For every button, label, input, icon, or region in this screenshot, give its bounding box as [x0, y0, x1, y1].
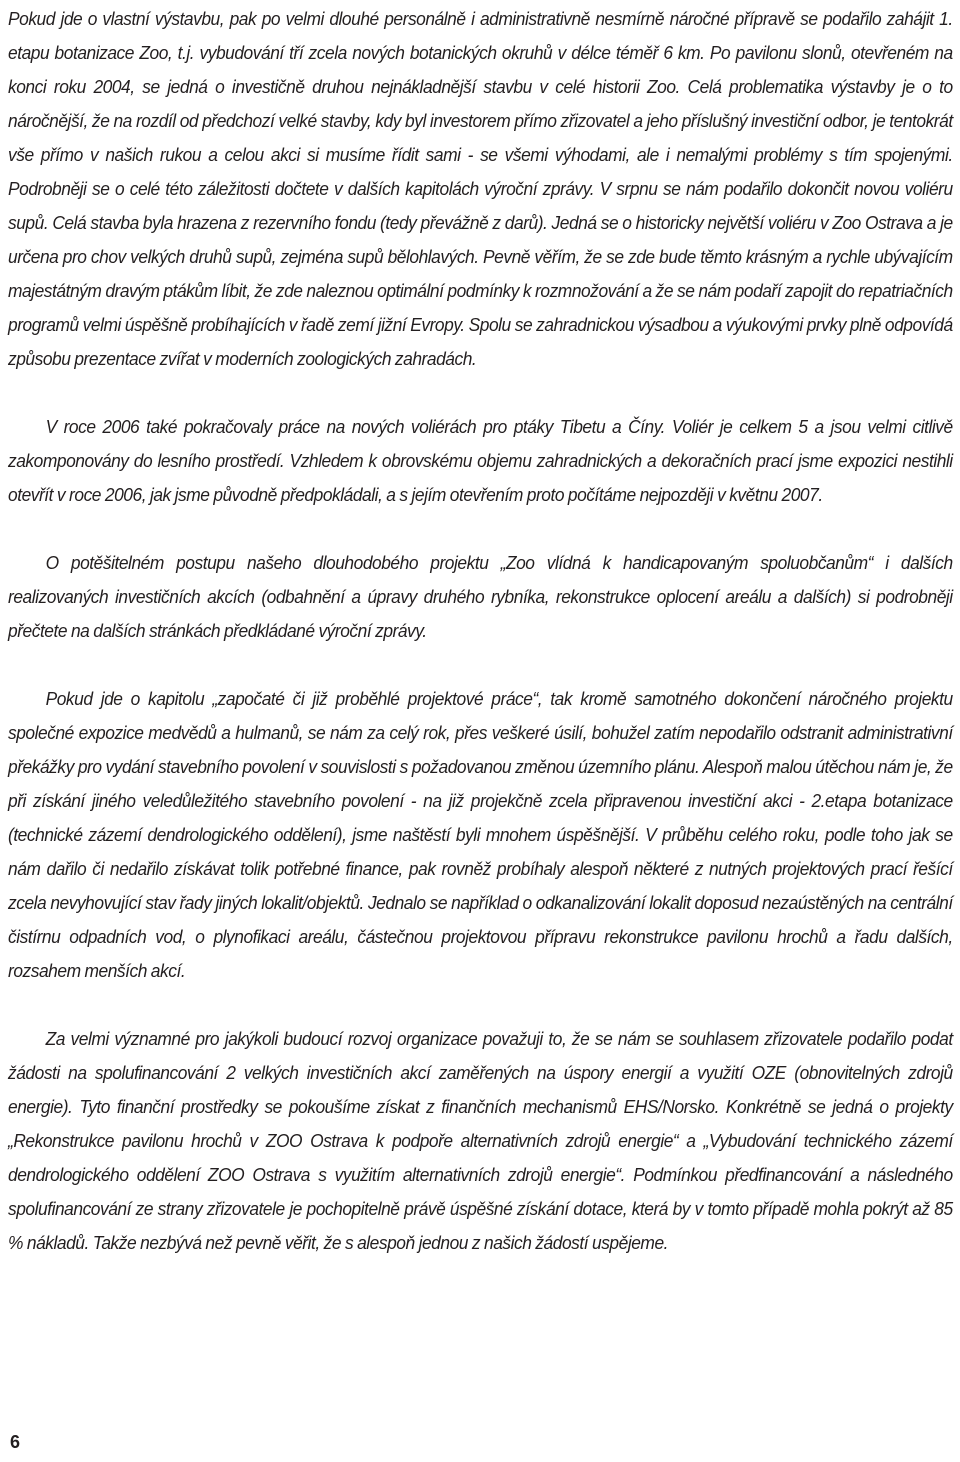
paragraph-gap — [8, 648, 953, 682]
paragraph-gap — [8, 988, 953, 1022]
document-page — [8, 0, 953, 1462]
paragraph-funding: Za velmi významné pro jakýkoli budoucí rozvoj organizace považuji to, že se nám se souhlasem zřizovatele podařilo podat žádosti na spolufinancování 2 velkých investičních akcí zaměřených na úspory energií a využití OZE (obnovitelných zdrojů energie). Tyto finanční prostředky se pokoušíme získat z finančních mechanismů EHS/Norsko. Konkrétně se jedná o projekty „Rekonstrukce pavilonu hrochů v ZOO Ostrava k podpoře alternativních zdrojů energie“ a „Vybudování technického zázemí dendrologického oddělení ZOO Ostrava s využitím alternativních zdrojů energie“. Podmínkou předfinancování a následného spolufinancování ze strany zřizovatele je pochopitelně právě úspěšné získání dotace, která by v tomto případě mohla pokrýt až 85 % nákladů. Takže nezbývá než pevně věřit, že s alespoň jednou z našich žádostí uspějeme. — [8, 1028, 953, 1253]
paragraph-aviaries: V roce 2006 také pokračovaly práce na nových voliérách pro ptáky Tibetu a Číny. Voliér je celkem 5 a jsou velmi citlivě zakomponovány do lesního prostředí. Vzhledem k obrovskému objemu zahradnických a dekoračních prací jsme expozici nestihli otevřít v roce 2006, jak jsme původně předpokládali, a s jejím otevřením proto počítáme nejpozději v květnu 2007. — [8, 416, 953, 505]
paragraph-project-progress: O potěšitelném postupu našeho dlouhodobého projektu „Zoo vlídná k handicapovaným spoluobčanům“ i dalších realizovaných investičních akcích (odbahnění a úpravy druhého rybníka, rekonstrukce oplocení areálu a dalších) si podrobněji přečtete na dalších stránkách předkládané výroční zprávy. — [8, 552, 953, 641]
paragraph-gap — [8, 512, 953, 546]
page-body — [8, 2, 953, 1260]
paragraph-construction: Pokud jde o vlastní výstavbu, pak po velmi dlouhé personálně i administrativně nesmírně náročné přípravě se podařilo zahájit 1. etapu botanizace Zoo, t.j. vybudování tří zcela nových botanických okruhů v délce téměř 6 km. Po pavilonu slonů, otevřeném na konci roku 2004, se jedná o investičně druhou nejnákladnější stavbu v celé historii Zoo. Celá problematika výstavby je o to náročnější, že na rozdíl od předchozí velké stavby, kdy byl investorem přímo zřizovatel a jeho příslušný investiční odbor, je tentokrát vše přímo v našich rukou a celou akci si musíme řídit sami - se všemi výhodami, ale i nemalými problémy s tím spojenými. Podrobněji se o celé této záležitosti dočtete v dalších kapitolách výroční zprávy. V srpnu se nám podařilo dokončit novou voliéru supů. Celá stavba byla hrazena z rezervního fondu (tedy převážně z darů). Jedná se o historicky největší voliéru v Zoo Ostrava a je určena pro chov velkých druhů supů, zejména supů bělohlavých. Pevně věřím, že se zde bude těmto krásným a rychle ubývajícím majestátným dravým ptákům líbit, že zde naleznou optimální podmínky k rozmnožování a že se nám podaří zapojit do repatriačních programů velmi úspěšně probíhajících v řadě zemí jižní Evropy. Spolu se zahradnickou výsadbou a výukovými prvky plně odpovídá způsobu prezentace zvířat v moderních zoologických zahradách. — [8, 8, 953, 369]
paragraph-gap — [8, 376, 953, 410]
page-number: 6 — [10, 1432, 21, 1452]
paragraph-project-works: Pokud jde o kapitolu „započaté či již proběhlé projektové práce“, tak kromě samotného dokončení náročného projektu společné expozice medvědů a hulmanů, se nám za celý rok, přes veškeré úsilí, bohužel zatím nepodařilo odstranit administrativní překážky pro vydání stavebního povolení v souvislosti s požadovanou změnou územního plánu. Alespoň malou útěchou nám je, že při získání jiného veledůležitého stavebního povolení - na již projekčně zcela připravenou investiční akci - 2.etapa botanizace (technické zázemí dendrologického oddělení), jsme naštěstí byli mnohem úspěšnější. V průběhu celého roku, podle toho jak se nám dařilo či nedařilo získávat tolik potřebné finance, pak rovněž probíhaly alespoň některé z nutných projektových prací řešící zcela nevyhovující stav řady jiných lokalit/objektů. Jednalo se například o odkanalizování lokalit doposud nezaústěných na centrální čistírnu odpadních vod, o plynofikaci areálu, částečnou projektovou přípravu rekonstrukce pavilonu hrochů a řadu dalších, rozsahem menších akcí. — [8, 688, 953, 981]
